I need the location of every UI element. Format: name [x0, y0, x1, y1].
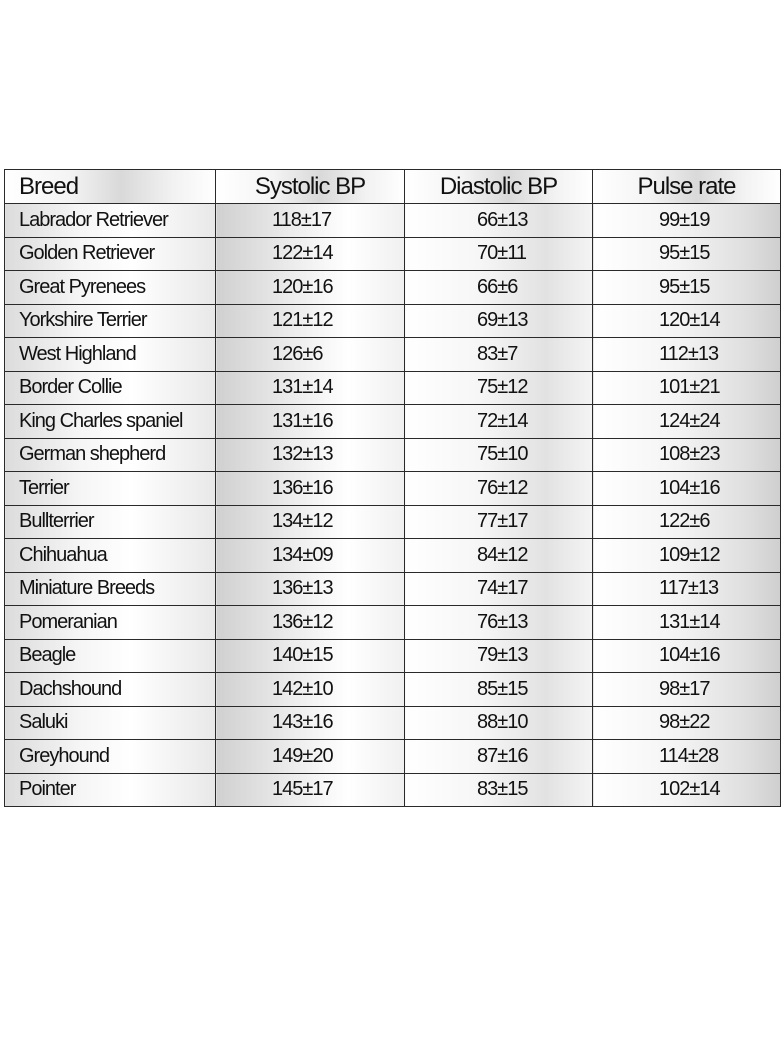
breed-cell: King Charles spaniel	[5, 405, 216, 439]
table-row	[5, 505, 781, 539]
pulse-cell: 95±15	[593, 237, 781, 271]
systolic-cell: 140±15	[216, 639, 405, 673]
table-row	[5, 639, 781, 673]
breed-cell: German shepherd	[5, 438, 216, 472]
diastolic-cell: 76±12	[405, 472, 593, 506]
pulse-cell: 112±13	[593, 338, 781, 372]
table-row	[5, 572, 781, 606]
pulse-cell: 109±12	[593, 539, 781, 573]
diastolic-cell: 66±13	[405, 204, 593, 238]
systolic-cell: 131±16	[216, 405, 405, 439]
breed-cell: Border Collie	[5, 371, 216, 405]
table-row	[5, 706, 781, 740]
header-diastolic-bp: Diastolic BP	[405, 170, 593, 204]
breed-cell: Pointer	[5, 773, 216, 807]
systolic-cell: 118±17	[216, 204, 405, 238]
bp-table-container	[4, 169, 780, 807]
pulse-cell: 122±6	[593, 505, 781, 539]
table-row	[5, 740, 781, 774]
pulse-cell: 99±19	[593, 204, 781, 238]
systolic-cell: 134±12	[216, 505, 405, 539]
breed-cell: Terrier	[5, 472, 216, 506]
systolic-cell: 145±17	[216, 773, 405, 807]
pulse-cell: 102±14	[593, 773, 781, 807]
pulse-cell: 98±22	[593, 706, 781, 740]
diastolic-cell: 76±13	[405, 606, 593, 640]
table-body	[5, 204, 781, 807]
systolic-cell: 134±09	[216, 539, 405, 573]
breed-cell: Golden Retriever	[5, 237, 216, 271]
header-systolic-bp: Systolic BP	[216, 170, 405, 204]
systolic-cell: 120±16	[216, 271, 405, 305]
pulse-cell: 120±14	[593, 304, 781, 338]
breed-cell: Yorkshire Terrier	[5, 304, 216, 338]
breed-cell: West Highland	[5, 338, 216, 372]
breed-cell: Dachshound	[5, 673, 216, 707]
diastolic-cell: 75±10	[405, 438, 593, 472]
diastolic-cell: 70±11	[405, 237, 593, 271]
diastolic-cell: 74±17	[405, 572, 593, 606]
breed-cell: Saluki	[5, 706, 216, 740]
systolic-cell: 149±20	[216, 740, 405, 774]
table-row	[5, 271, 781, 305]
diastolic-cell: 83±15	[405, 773, 593, 807]
diastolic-cell: 85±15	[405, 673, 593, 707]
diastolic-cell: 83±7	[405, 338, 593, 372]
diastolic-cell: 69±13	[405, 304, 593, 338]
breed-cell: Bullterrier	[5, 505, 216, 539]
pulse-cell: 114±28	[593, 740, 781, 774]
systolic-cell: 132±13	[216, 438, 405, 472]
breed-cell: Miniature Breeds	[5, 572, 216, 606]
diastolic-cell: 87±16	[405, 740, 593, 774]
pulse-cell: 131±14	[593, 606, 781, 640]
dog-breed-bp-table	[4, 169, 781, 807]
systolic-cell: 136±16	[216, 472, 405, 506]
diastolic-cell: 72±14	[405, 405, 593, 439]
diastolic-cell: 66±6	[405, 271, 593, 305]
table-row	[5, 673, 781, 707]
diastolic-cell: 79±13	[405, 639, 593, 673]
systolic-cell: 136±12	[216, 606, 405, 640]
breed-cell: Greyhound	[5, 740, 216, 774]
table-row	[5, 338, 781, 372]
systolic-cell: 142±10	[216, 673, 405, 707]
systolic-cell: 136±13	[216, 572, 405, 606]
systolic-cell: 143±16	[216, 706, 405, 740]
pulse-cell: 124±24	[593, 405, 781, 439]
table-row	[5, 438, 781, 472]
table-row	[5, 773, 781, 807]
pulse-cell: 104±16	[593, 639, 781, 673]
breed-cell: Pomeranian	[5, 606, 216, 640]
table-header	[5, 170, 781, 204]
systolic-cell: 131±14	[216, 371, 405, 405]
systolic-cell: 122±14	[216, 237, 405, 271]
table-row	[5, 539, 781, 573]
systolic-cell: 121±12	[216, 304, 405, 338]
pulse-cell: 108±23	[593, 438, 781, 472]
pulse-cell: 95±15	[593, 271, 781, 305]
systolic-cell: 126±6	[216, 338, 405, 372]
diastolic-cell: 84±12	[405, 539, 593, 573]
diastolic-cell: 77±17	[405, 505, 593, 539]
table-row	[5, 204, 781, 238]
header-pulse-rate: Pulse rate	[593, 170, 781, 204]
table-row	[5, 472, 781, 506]
pulse-cell: 104±16	[593, 472, 781, 506]
table-row	[5, 606, 781, 640]
pulse-cell: 98±17	[593, 673, 781, 707]
pulse-cell: 117±13	[593, 572, 781, 606]
breed-cell: Labrador Retriever	[5, 204, 216, 238]
breed-cell: Great Pyrenees	[5, 271, 216, 305]
diastolic-cell: 88±10	[405, 706, 593, 740]
breed-cell: Chihuahua	[5, 539, 216, 573]
table-row	[5, 405, 781, 439]
header-row	[5, 170, 781, 204]
header-breed: Breed	[5, 170, 216, 204]
pulse-cell: 101±21	[593, 371, 781, 405]
table-row	[5, 371, 781, 405]
diastolic-cell: 75±12	[405, 371, 593, 405]
table-row	[5, 237, 781, 271]
breed-cell: Beagle	[5, 639, 216, 673]
table-row	[5, 304, 781, 338]
